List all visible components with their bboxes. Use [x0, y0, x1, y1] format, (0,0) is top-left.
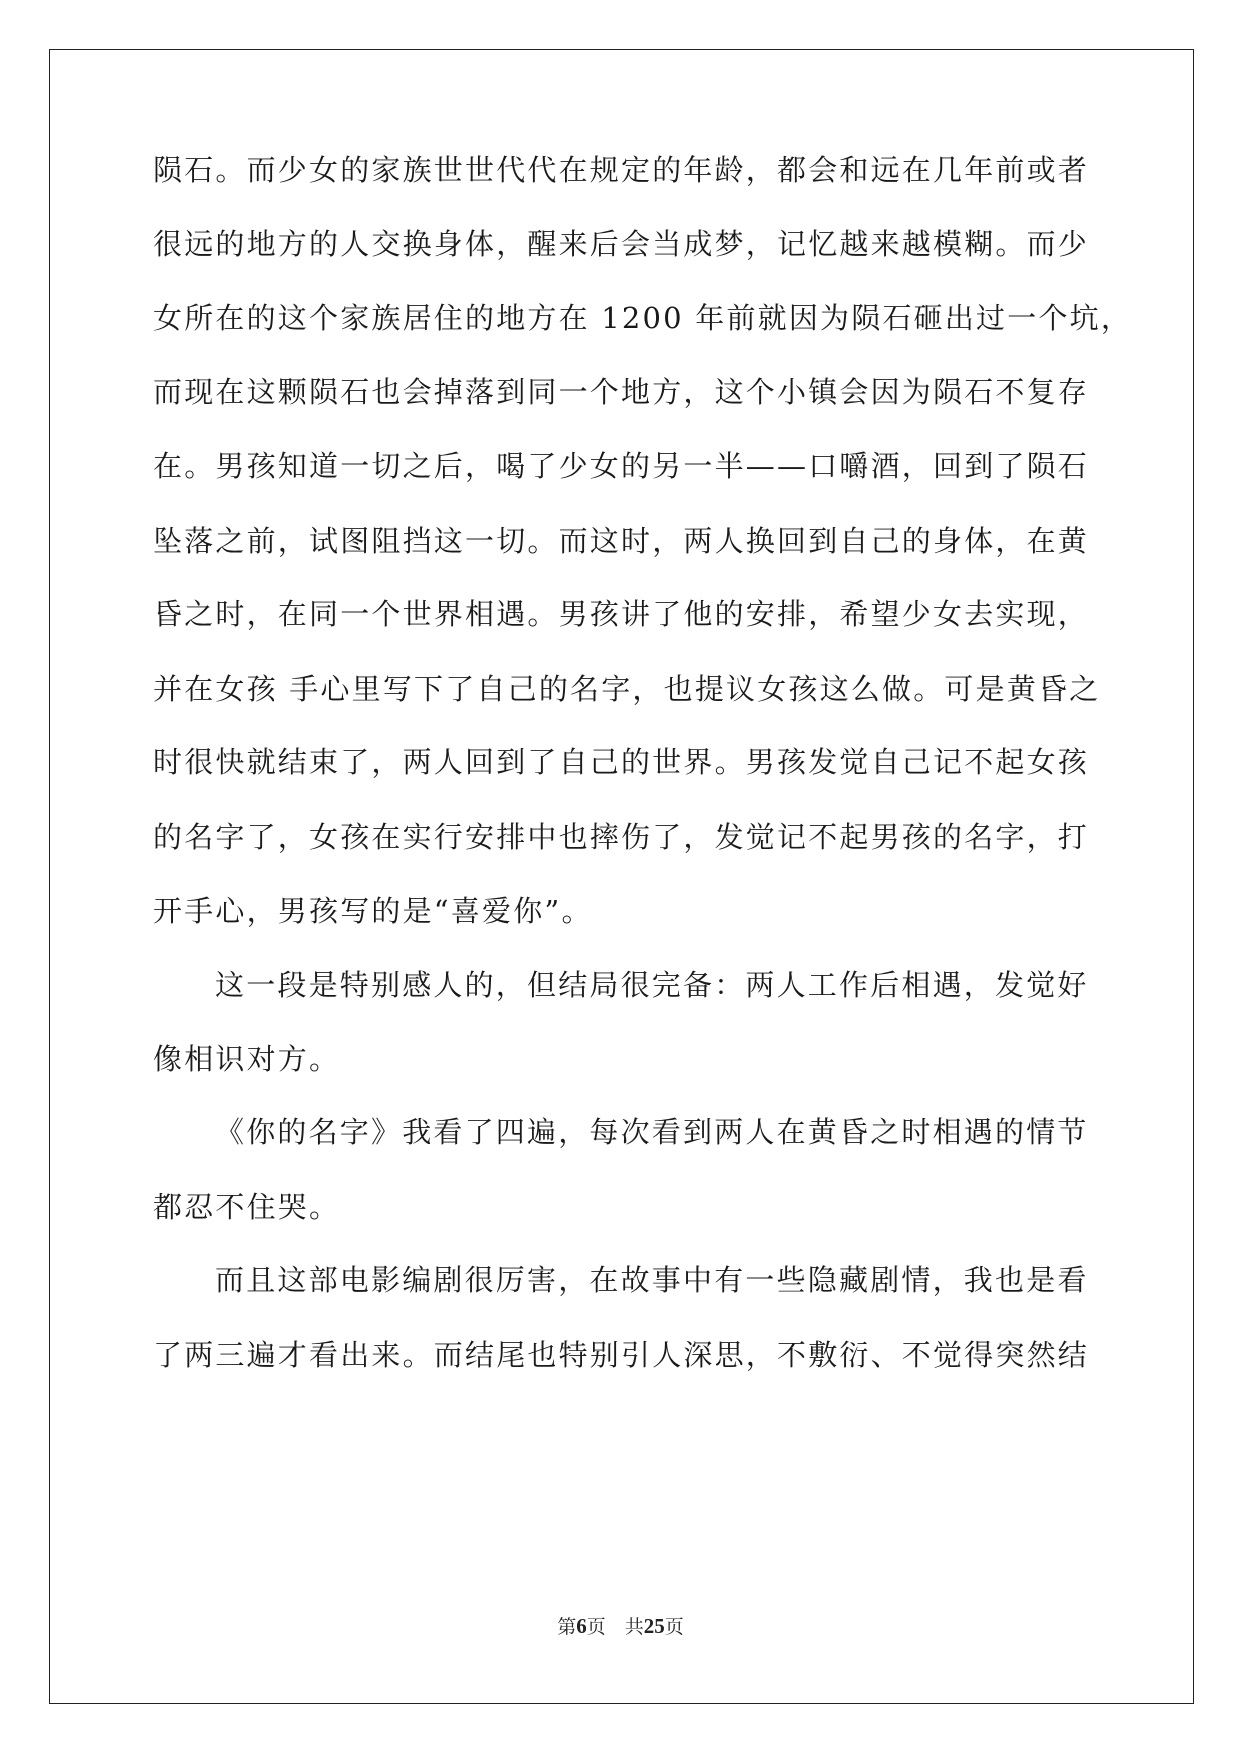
footer-suffix: 页	[664, 1616, 684, 1638]
text-line: 并在女孩 手心里写下了自己的名字，也提议女孩这么做。可是黄昏之	[153, 672, 1101, 706]
text-line: 时很快就结束了，两人回到了自己的世界。男孩发觉自己记不起女孩	[153, 745, 1090, 779]
total-page-count: 25	[643, 1614, 665, 1638]
text-line: 昏之时，在同一个世界相遇。男孩讲了他的安排，希望少女去实现，	[153, 597, 1090, 631]
text-line: 了两三遍才看出来。而结尾也特别引人深思，不敷衍、不觉得突然结	[153, 1338, 1090, 1372]
text-line: 陨石。而少女的家族世世代代在规定的年龄，都会和远在几年前或者	[153, 153, 1090, 187]
text-line: 像相识对方。	[153, 1042, 341, 1076]
text-line: 都忍不住哭。	[153, 1190, 341, 1224]
text-line: 女所在的这个家族居住的地方在 1200 年前就因为陨石砸出过一个坑，	[153, 301, 1133, 335]
text-line: 在。男孩知道一切之后，喝了少女的另一半——口嚼酒，回到了陨石	[153, 449, 1090, 483]
footer-prefix: 第	[557, 1616, 577, 1638]
paragraph-start-line: 《你的名字》我看了四遍，每次看到两人在黄昏之时相遇的情节	[215, 1115, 1089, 1149]
paragraph-start-line: 这一段是特别感人的，但结局很完备：两人工作后相遇，发觉好	[215, 968, 1089, 1002]
text-line: 而现在这颗陨石也会掉落到同一个地方，这个小镇会因为陨石不复存	[153, 375, 1090, 409]
text-line: 坠落之前，试图阻挡这一切。而这时，两人换回到自己的身体，在黄	[153, 524, 1090, 558]
page-footer	[0, 1612, 1241, 1639]
page-border	[49, 49, 1194, 1704]
footer-mid: 页 共	[586, 1616, 644, 1638]
paragraph-start-line: 而且这部电影编剧很厉害，在故事中有一些隐藏剧情，我也是看	[215, 1263, 1089, 1297]
text-line: 开手心，男孩写的是“喜爱你”。	[153, 894, 593, 928]
current-page-number: 6	[576, 1614, 587, 1638]
text-line: 的名字了，女孩在实行安排中也摔伤了，发觉记不起男孩的名字，打	[153, 820, 1090, 854]
text-line: 很远的地方的人交换身体，醒来后会当成梦，记忆越来越模糊。而少	[153, 227, 1090, 261]
